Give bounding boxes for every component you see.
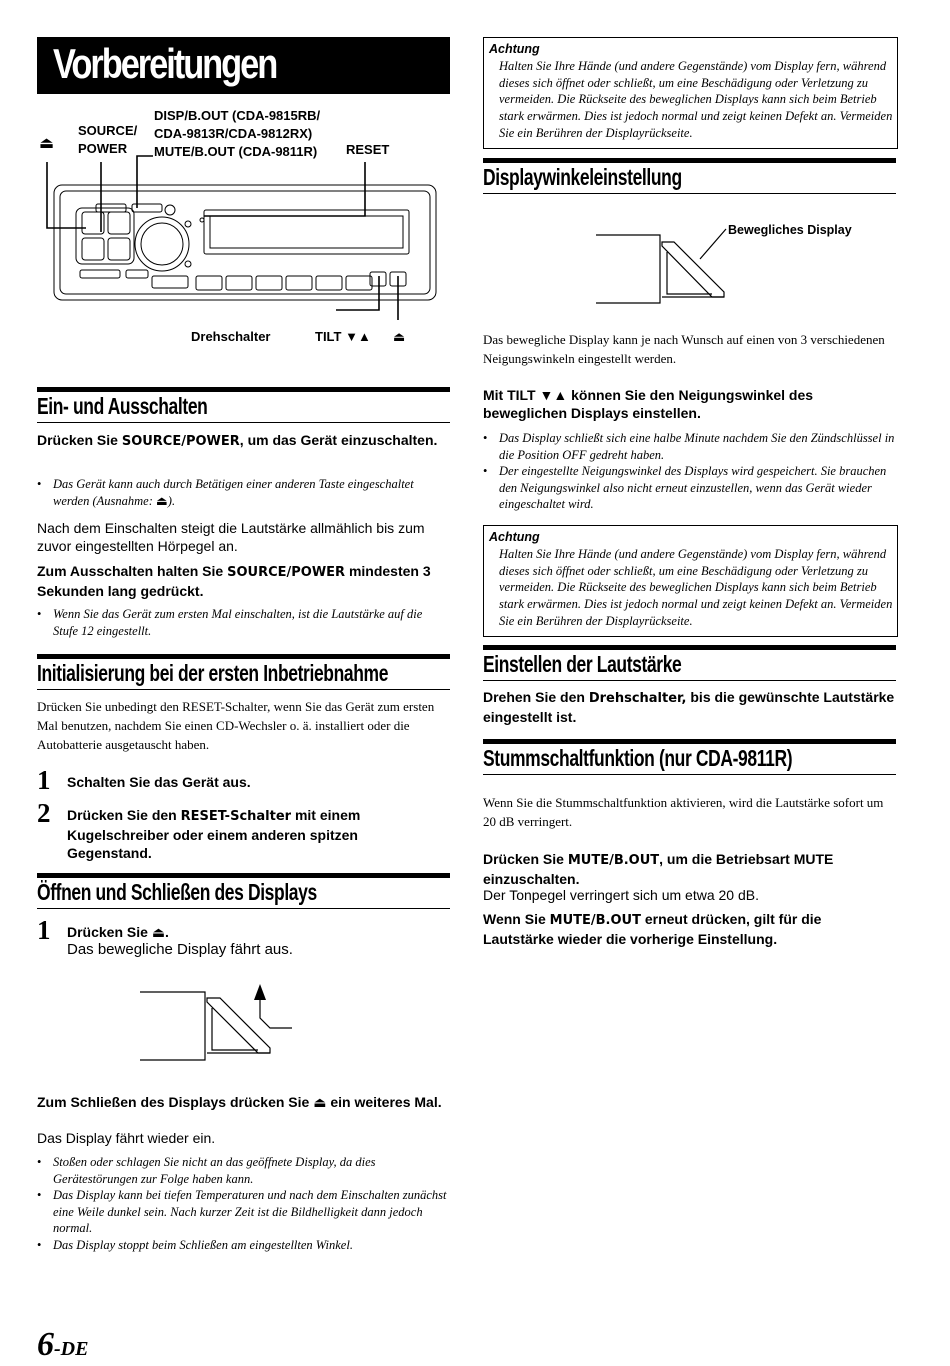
eject-label-2: ⏏ — [393, 329, 406, 344]
init-paragraph: Drücken Sie unbedingt den RESET-Schalter, wenn Sie das Gerät zum ersten Mal benutzen, nachdem Sie einen CD-Wechsler o. ä. installiert oder die Autobatterie ausgetauscht haben. — [37, 699, 435, 752]
angle-instruction: Mit TILT ▼▲ können Sie den Neigungswinkel des beweglichen Displays einstellen. — [483, 387, 814, 421]
mute-instruction-2: Wenn Sie MUTE/B.OUT erneut drücken, gilt für die Lautstärke wieder die vorherige Einstellung. — [483, 911, 822, 947]
mute-plain: Der Tonpegel verringert sich um etwa 20 dB. — [483, 887, 759, 903]
init-step-1-number: 1 — [37, 765, 51, 795]
section-heading-power: Ein- und Ausschalten — [37, 387, 450, 423]
warning-box-2 — [483, 525, 898, 637]
reset-label: RESET — [346, 142, 390, 157]
power-bullet-2: • Wenn Sie das Gerät zum ersten Mal einschalten, ist die Lautstärke auf die Stufe 12 eingestellt. — [37, 606, 449, 639]
warning-title-1: Achtung — [489, 42, 540, 56]
section-heading-volume: Einstellen der Lautstärke — [483, 645, 896, 681]
display-angle-diagram — [590, 215, 740, 310]
init-step-1: Schalten Sie das Gerät aus. — [67, 774, 251, 790]
movable-display-label: Bewegliches Display — [728, 223, 852, 237]
open-step-1-plain: Das bewegliche Display fährt aus. — [67, 941, 293, 958]
open-bullet-1: • Stoßen oder schlagen Sie nicht an das geöffnete Display, da dies Gerätestörungen zur Folge haben kann. — [37, 1154, 457, 1187]
page-title-bar — [37, 37, 450, 94]
eject-label: ⏏ — [39, 135, 55, 152]
close-plain: Das Display fährt wieder ein. — [37, 1130, 216, 1146]
warning-text-2: Halten Sie Ihre Hände (und andere Gegenstände) vom Display fern, während dieses sich öffnet oder schließt, um eine Beschädigung oder Verletzung zu vermeiden. Die Rückseite des beweglichen Displays kann sich beim Betrieb stark erwärmen. Dies ist jedoch normal und zeigt keinen Defekt an. Vermeiden Sie ein Berühren der Displayrückseite. — [499, 547, 893, 628]
device-figure — [36, 100, 450, 350]
disp-bout-label: DISP/B.OUT (CDA-9815RB/ CDA-9813R/CDA-9812RX) MUTE/B.OUT (CDA-9811R) — [154, 108, 321, 159]
init-step-2: Drücken Sie den RESET-Schalter mit einem Kugelschreiber oder einem anderen spitzen Gegenstand. — [67, 807, 361, 861]
volume-instruction: Drehen Sie den Drehschalter, bis die gewünschte Lautstärke eingestellt ist. — [483, 689, 895, 725]
tilt-label: TILT ▼▲ — [315, 329, 371, 344]
power-paragraph: Nach dem Einschalten steigt die Lautstärke allmählich bis zum zuvor eingestellten Hörpegel an. — [37, 520, 425, 554]
display-open-diagram — [130, 978, 310, 1064]
power-on-instruction: Drücken Sie SOURCE/POWER, um das Gerät einzuschalten. — [37, 432, 438, 449]
angle-paragraph: Das bewegliche Display kann je nach Wunsch auf einen von 3 verschiedenen Neigungswinkeln eingestellt werden. — [483, 332, 885, 366]
open-bullet-3: • Das Display stoppt beim Schließen am eingestellten Winkel. — [37, 1237, 457, 1254]
warning-text-1: Halten Sie Ihre Hände (und andere Gegenstände) vom Display fern, während dieses sich öffnet oder schließt, um eine Beschädigung oder Verletzung zu vermeiden. Die Rückseite des beweglichen Displays kann sich beim Betrieb stark erwärmen. Dies ist jedoch normal und zeigt keinen Defekt an. Vermeiden Sie ein Berühren der Displayrückseite. — [499, 59, 893, 140]
section-heading-open-close: Öffnen und Schließen des Displays — [37, 873, 450, 909]
mute-instruction-1: Drücken Sie MUTE/B.OUT, um die Betriebsart MUTE einzuschalten. — [483, 851, 834, 887]
open-bullet-2: • Das Display kann bei tiefen Temperaturen und nach dem Einschalten zunächst eine Weile dunkel sein. Nach kurzer Zeit ist die Bildhelligkeit dann jedoch normal. — [37, 1187, 457, 1237]
power-off-instruction: Zum Ausschalten halten Sie SOURCE/POWER mindesten 3 Sekunden lang gedrückt. — [37, 563, 431, 599]
angle-bullet-2: • Der eingestellte Neigungswinkel des Displays wird gespeichert. Sie brauchen den Neigungswinkel also nicht erneut einzustellen, wenn das Gerät wieder eingeschaltet wird. — [483, 463, 899, 513]
power-bullet-1: • Das Gerät kann auch durch Betätigen einer anderen Taste eingeschaltet werden (Ausnahme: ⏏). — [37, 476, 449, 509]
open-step-1-bold: Drücken Sie ⏏. — [67, 924, 169, 940]
page-number: 6-DE — [37, 1326, 89, 1363]
warning-title-2: Achtung — [489, 530, 540, 544]
warning-box-1 — [483, 37, 898, 149]
drehschalter-label: Drehschalter — [191, 329, 271, 344]
angle-bullet-1: • Das Display schließt sich eine halbe Minute nachdem Sie den Zündschlüssel in die Position OFF gedreht haben. — [483, 430, 899, 463]
section-heading-mute: Stummschaltfunktion (nur CDA-9811R) — [483, 739, 896, 775]
section-heading-init: Initialisierung bei der ersten Inbetriebnahme — [37, 654, 450, 690]
source-power-label: SOURCE/ POWER — [78, 123, 138, 156]
init-step-2-number: 2 — [37, 798, 51, 828]
close-instruction: Zum Schließen des Displays drücken Sie ⏏ ein weiteres Mal. — [37, 1094, 442, 1110]
mute-paragraph: Wenn Sie die Stummschaltfunktion aktivieren, wird die Lautstärke sofort um 20 dB verringert. — [483, 795, 884, 829]
open-step-1-number: 1 — [37, 915, 51, 945]
page-title: Vorbereitungen — [53, 40, 277, 87]
section-heading-angle: Displaywinkeleinstellung — [483, 158, 896, 194]
